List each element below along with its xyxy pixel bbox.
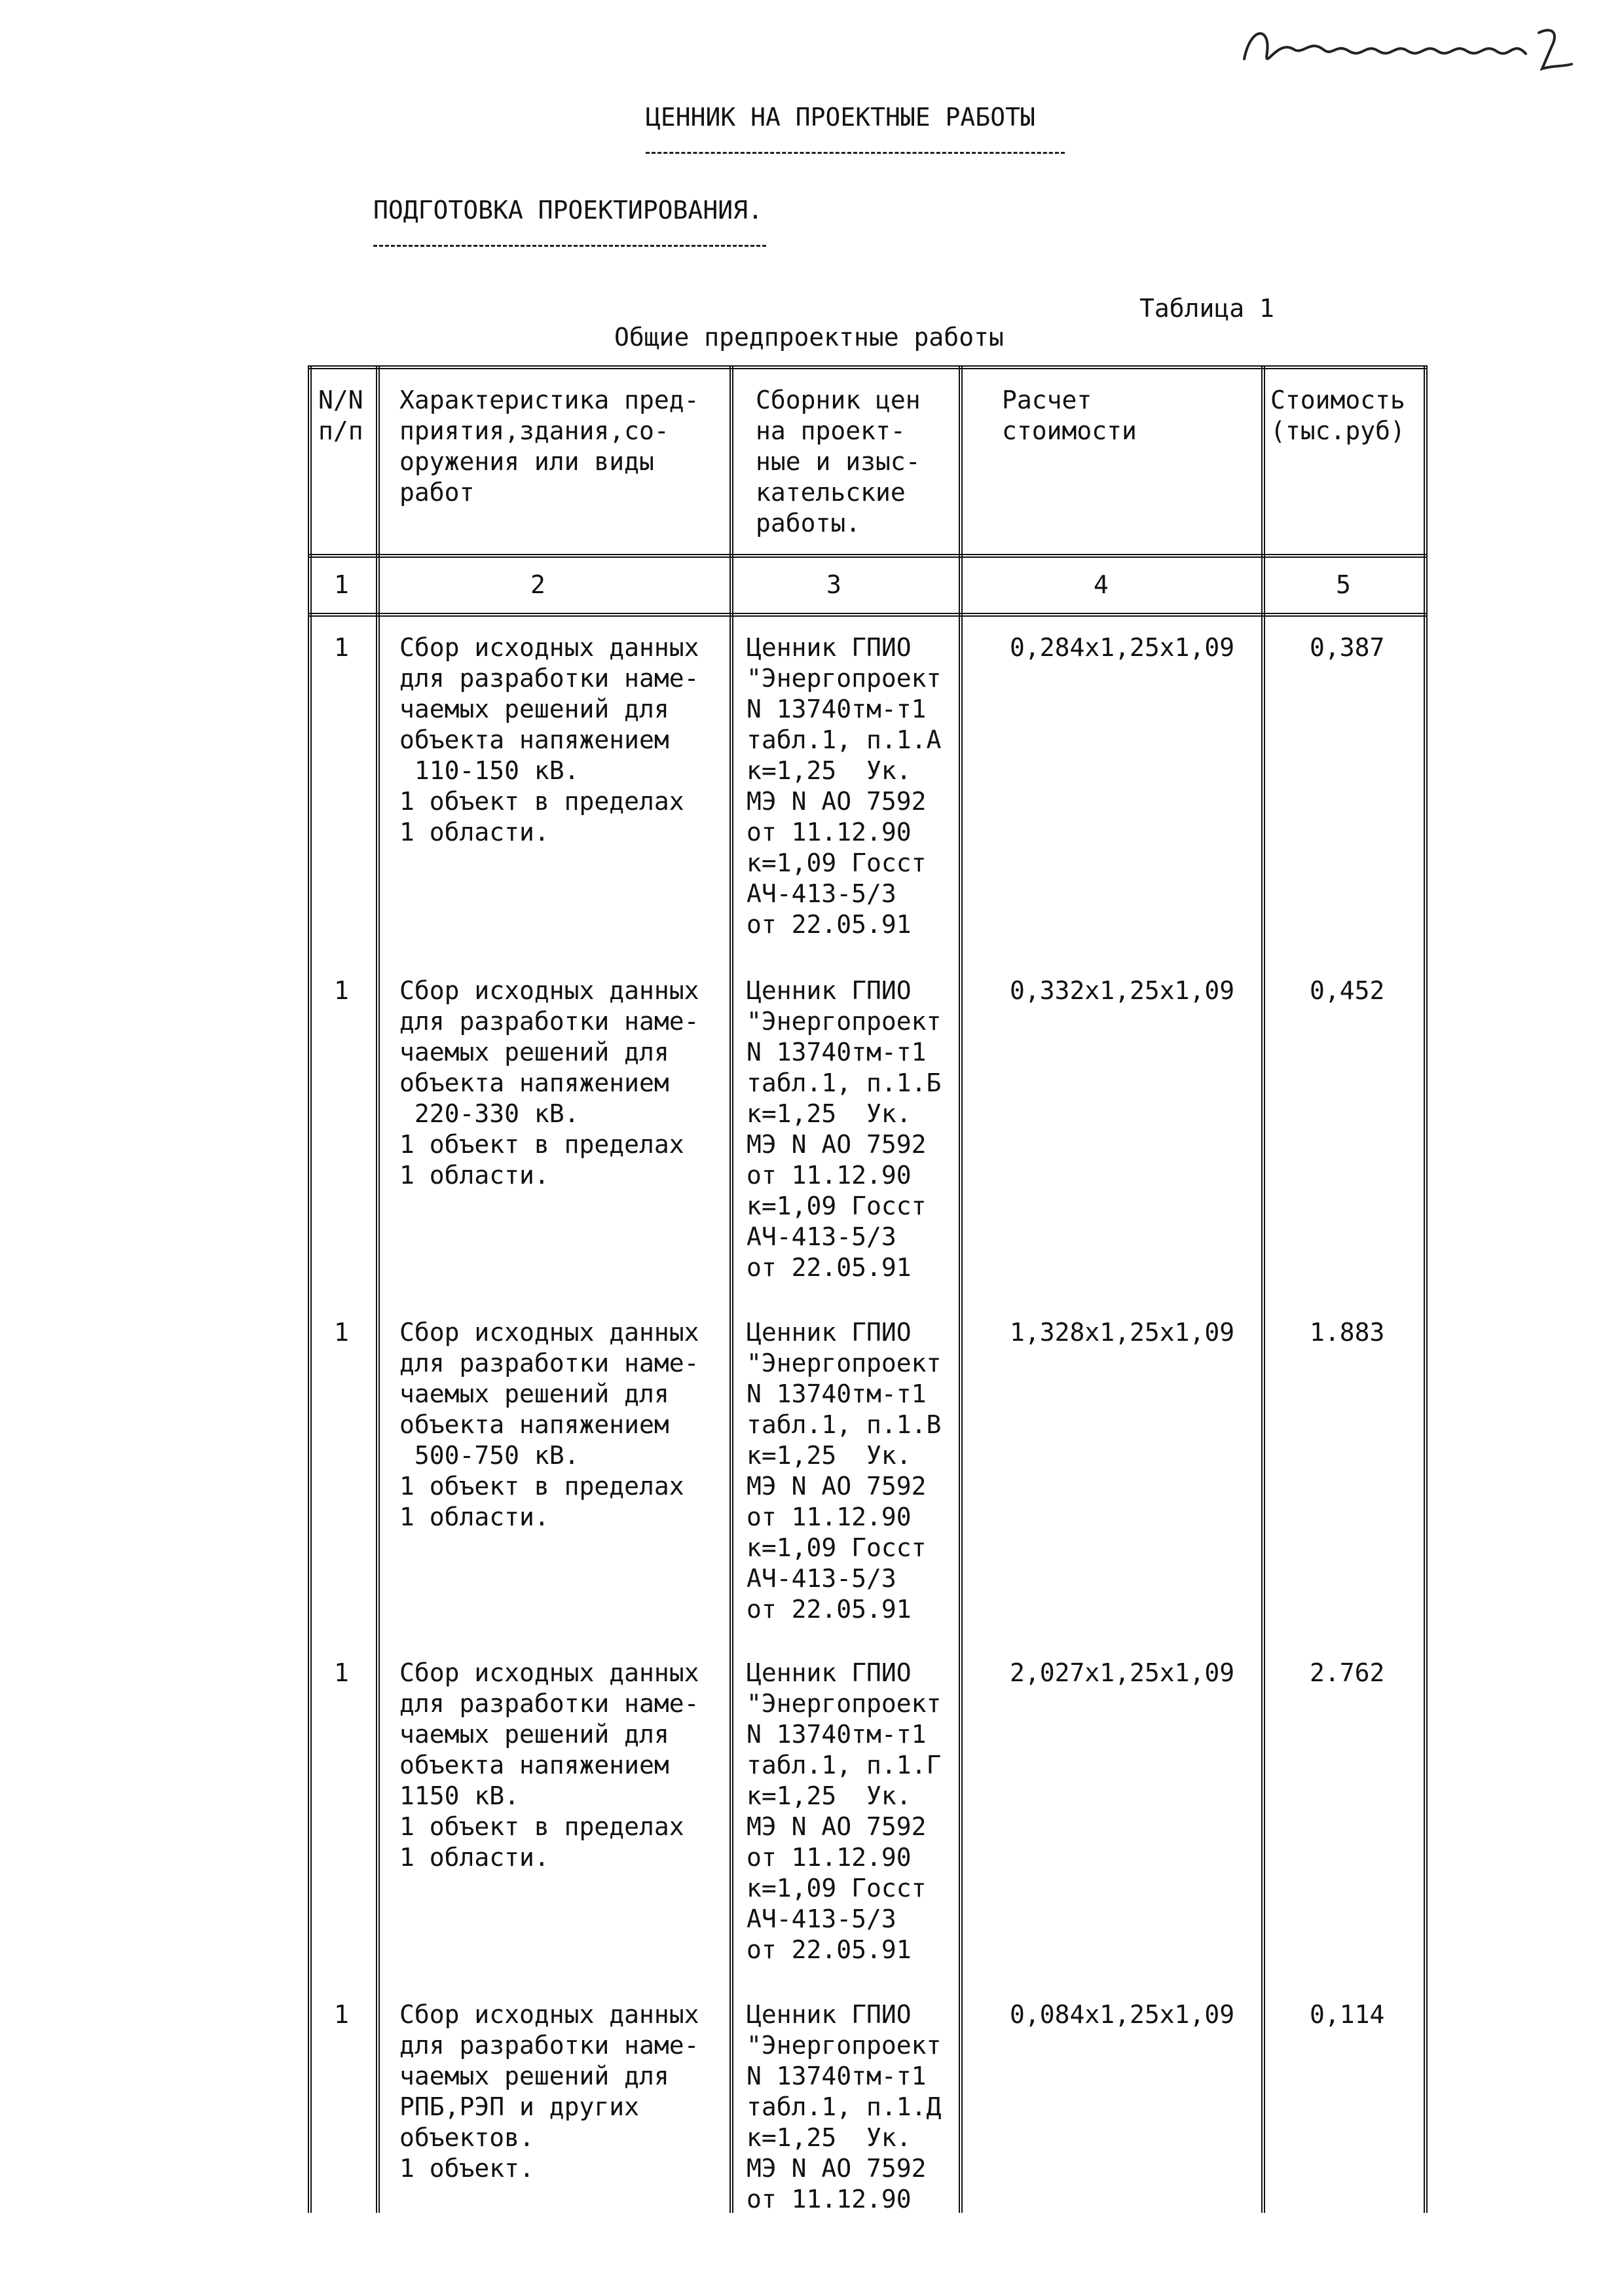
row-source: Ценник ГПИО "Энергопроект N 13740тм-т1 табл.1, п.1.А к=1,25 Ук. МЭ N АО 7592 от 11.12.90 к=1,09 Госст АЧ-413-5/3 от 22.05.91	[747, 633, 942, 939]
row-cost: 2.762	[1310, 1658, 1385, 1687]
row-calculation: 0,084x1,25x1,09	[1010, 2000, 1235, 2029]
row-description: Сбор исходных данных для разработки наме- чаемых решений для объекта напяжением 110-150 кВ. 1 объект в пределах 1 области.	[399, 633, 699, 847]
row-cost: 0,452	[1310, 976, 1385, 1005]
header-characteristic: Характеристика пред- приятия,здания,со- оружения или виды работ	[399, 386, 699, 507]
header-calculation: Расчет стоимости	[1002, 386, 1137, 445]
col-border-4	[1261, 365, 1265, 2213]
table-number: Таблица 1	[1139, 294, 1274, 323]
row-num: 1	[334, 2000, 349, 2029]
col-border-3	[959, 365, 963, 2213]
row-calculation: 2,027x1,25x1,09	[1010, 1658, 1235, 1687]
row-source: Ценник ГПИО "Энергопроект N 13740тм-т1 табл.1, п.1.В к=1,25 Ук. МЭ N АО 7592 от 11.12.90 к=1,09 Госст АЧ-413-5/3 от 22.05.91	[747, 1318, 942, 1624]
col-border-1	[376, 365, 380, 2213]
colnum-1: 1	[334, 570, 349, 599]
row-num: 1	[334, 1318, 349, 1347]
row-description: Сбор исходных данных для разработки наме- чаемых решений для объекта напяжением 1150 кВ. 1 объект в пределах 1 области.	[399, 1658, 699, 1872]
row-source: Ценник ГПИО "Энергопроект N 13740тм-т1 табл.1, п.1.Д к=1,25 Ук. МЭ N АО 7592 от 11.12.90	[747, 2000, 942, 2214]
colnum-4: 4	[1094, 570, 1109, 599]
row-cost: 0,114	[1310, 2000, 1385, 2029]
section-underline	[373, 245, 766, 247]
row-calculation: 0,284x1,25x1,09	[1010, 633, 1235, 662]
header-num: N/N п/п	[318, 386, 363, 445]
row-source: Ценник ГПИО "Энергопроект N 13740тм-т1 табл.1, п.1.Б к=1,25 Ук. МЭ N АО 7592 от 11.12.90 к=1,09 Госст АЧ-413-5/3 от 22.05.91	[747, 976, 942, 1282]
header-source: Сборник цен на проект- ные и изыс- кательские работы.	[756, 386, 921, 538]
row-source: Ценник ГПИО "Энергопроект N 13740тм-т1 табл.1, п.1.Г к=1,25 Ук. МЭ N АО 7592 от 11.12.90 к=1,09 Госст АЧ-413-5/3 от 22.05.91	[747, 1658, 942, 1964]
col-border-5	[1424, 365, 1428, 2213]
table-caption: Общие предпроектные работы	[614, 323, 1004, 352]
colnum-2: 2	[530, 570, 545, 599]
header-cost: Стоимость (тыс.руб)	[1270, 386, 1405, 445]
row-num: 1	[334, 976, 349, 1005]
row-calculation: 0,332x1,25x1,09	[1010, 976, 1235, 1005]
table-top-border	[308, 365, 1428, 369]
col-border-2	[729, 365, 733, 2213]
row-num: 1	[334, 1658, 349, 1687]
row-calculation: 1,328x1,25x1,09	[1010, 1318, 1235, 1347]
row-description: Сбор исходных данных для разработки наме- чаемых решений для РПБ,РЭП и других объектов. 1 объект.	[399, 2000, 699, 2183]
colnum-3: 3	[826, 570, 841, 599]
col-border-0	[308, 365, 312, 2213]
row-num: 1	[334, 633, 349, 662]
section-heading: ПОДГОТОВКА ПРОЕКТИРОВАНИЯ.	[373, 196, 763, 225]
page-title: ЦЕННИК НА ПРОЕКТНЫЕ РАБОТЫ	[646, 103, 1035, 132]
title-underline	[646, 152, 1065, 154]
colnum-divider	[308, 613, 1428, 617]
colnum-5: 5	[1336, 570, 1351, 599]
row-cost: 0,387	[1310, 633, 1385, 662]
handwritten-annotation	[1231, 13, 1585, 85]
header-divider	[308, 554, 1428, 558]
row-description: Сбор исходных данных для разработки наме- чаемых решений для объекта напяжением 500-750 кВ. 1 объект в пределах 1 области.	[399, 1318, 699, 1531]
row-cost: 1.883	[1310, 1318, 1385, 1347]
row-description: Сбор исходных данных для разработки наме- чаемых решений для объекта напяжением 220-330 кВ. 1 объект в пределах 1 области.	[399, 976, 699, 1190]
